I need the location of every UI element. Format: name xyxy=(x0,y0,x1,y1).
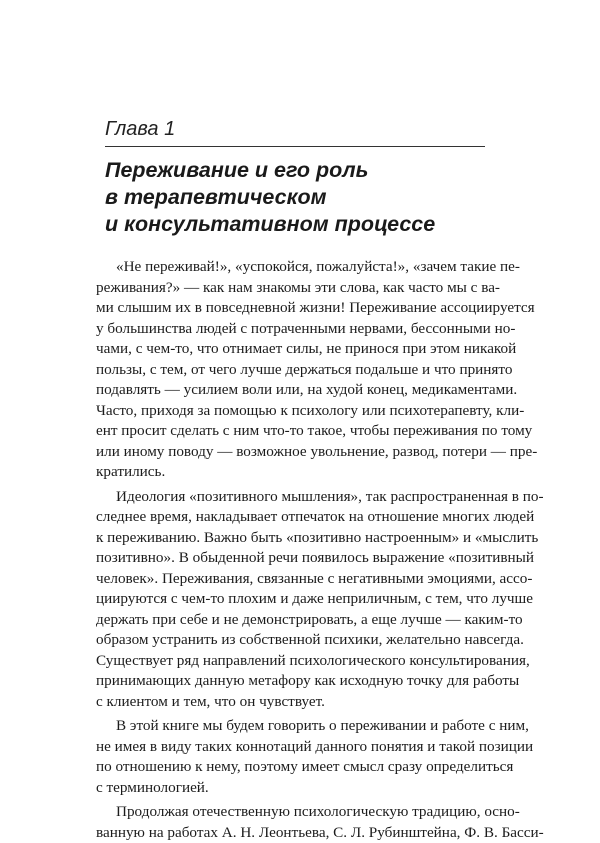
text-line: Идеология «позитивного мышления», так распространенная в по- xyxy=(96,487,491,508)
paragraph xyxy=(96,487,491,713)
text-line: с терминологией. xyxy=(96,778,491,799)
text-line: чами, с чем-то, что отнимает силы, не принося при этом никакой xyxy=(96,339,491,360)
chapter-rule xyxy=(105,146,485,147)
text-line: у большинства людей с потраченными нервами, бессонными но- xyxy=(96,319,491,340)
chapter-title-line: в терапевтическом xyxy=(105,184,525,211)
text-line: Часто, приходя за помощью к психологу или психотерапевту, кли- xyxy=(96,401,491,422)
paragraph xyxy=(96,802,491,843)
text-line: к переживанию. Важно быть «позитивно настроенным» и «мыслить xyxy=(96,528,491,549)
text-line: реживания?» — как нам знакомы эти слова, как часто мы с ва- xyxy=(96,278,491,299)
chapter-title-line: Переживание и его роль xyxy=(105,157,525,184)
paragraph xyxy=(96,257,491,483)
text-line: ент просит сделать с ним что-то такое, чтобы переживания по тому xyxy=(96,421,491,442)
text-line: или иному поводу — возможное увольнение, развод, потери — пре- xyxy=(96,442,491,463)
chapter-title xyxy=(105,157,525,238)
text-line: следнее время, накладывает отпечаток на отношение многих людей xyxy=(96,507,491,528)
text-line: принимающих данную метафору как исходную точку для работы xyxy=(96,671,491,692)
body-text xyxy=(96,257,491,843)
text-line: образом устранить из собственной психики, желательно навсегда. xyxy=(96,630,491,651)
text-line: Существует ряд направлений психологического консультирования, xyxy=(96,651,491,672)
text-line: Продолжая отечественную психологическую традицию, осно- xyxy=(96,802,491,823)
text-line: по отношению к нему, поэтому имеет смысл сразу определиться xyxy=(96,757,491,778)
text-line: человек». Переживания, связанные с негативными эмоциями, ассо- xyxy=(96,569,491,590)
chapter-label: Глава 1 xyxy=(105,117,525,141)
text-line: не имея в виду таких коннотаций данного понятия и такой позиции xyxy=(96,737,491,758)
text-line: кратились. xyxy=(96,462,491,483)
text-line: держать при себе и не демонстрировать, а еще лучше — каким-то xyxy=(96,610,491,631)
paragraph xyxy=(96,716,491,798)
text-line: пользы, с тем, от чего лучше держаться подальше и что принято xyxy=(96,360,491,381)
text-line: ми слышим их в повседневной жизни! Переживание ассоциируется xyxy=(96,298,491,319)
text-line: позитивно». В обыденной речи появилось выражение «позитивный xyxy=(96,548,491,569)
text-line: подавлять — усилием воли или, на худой конец, медикаментами. xyxy=(96,380,491,401)
chapter-title-line: и консультативном процессе xyxy=(105,211,525,238)
text-line: циируются с чем-то плохим и даже неприличным, с тем, что лучше xyxy=(96,589,491,610)
text-line: В этой книге мы будем говорить о переживании и работе с ним, xyxy=(96,716,491,737)
text-line: с клиентом и тем, что он чувствует. xyxy=(96,692,491,713)
text-line: «Не переживай!», «успокойся, пожалуйста!», «зачем такие пе- xyxy=(96,257,491,278)
text-line: ванную на работах А. Н. Леонтьева, С. Л. Рубинштейна, Ф. В. Басси- xyxy=(96,823,491,843)
chapter-heading xyxy=(105,117,525,238)
